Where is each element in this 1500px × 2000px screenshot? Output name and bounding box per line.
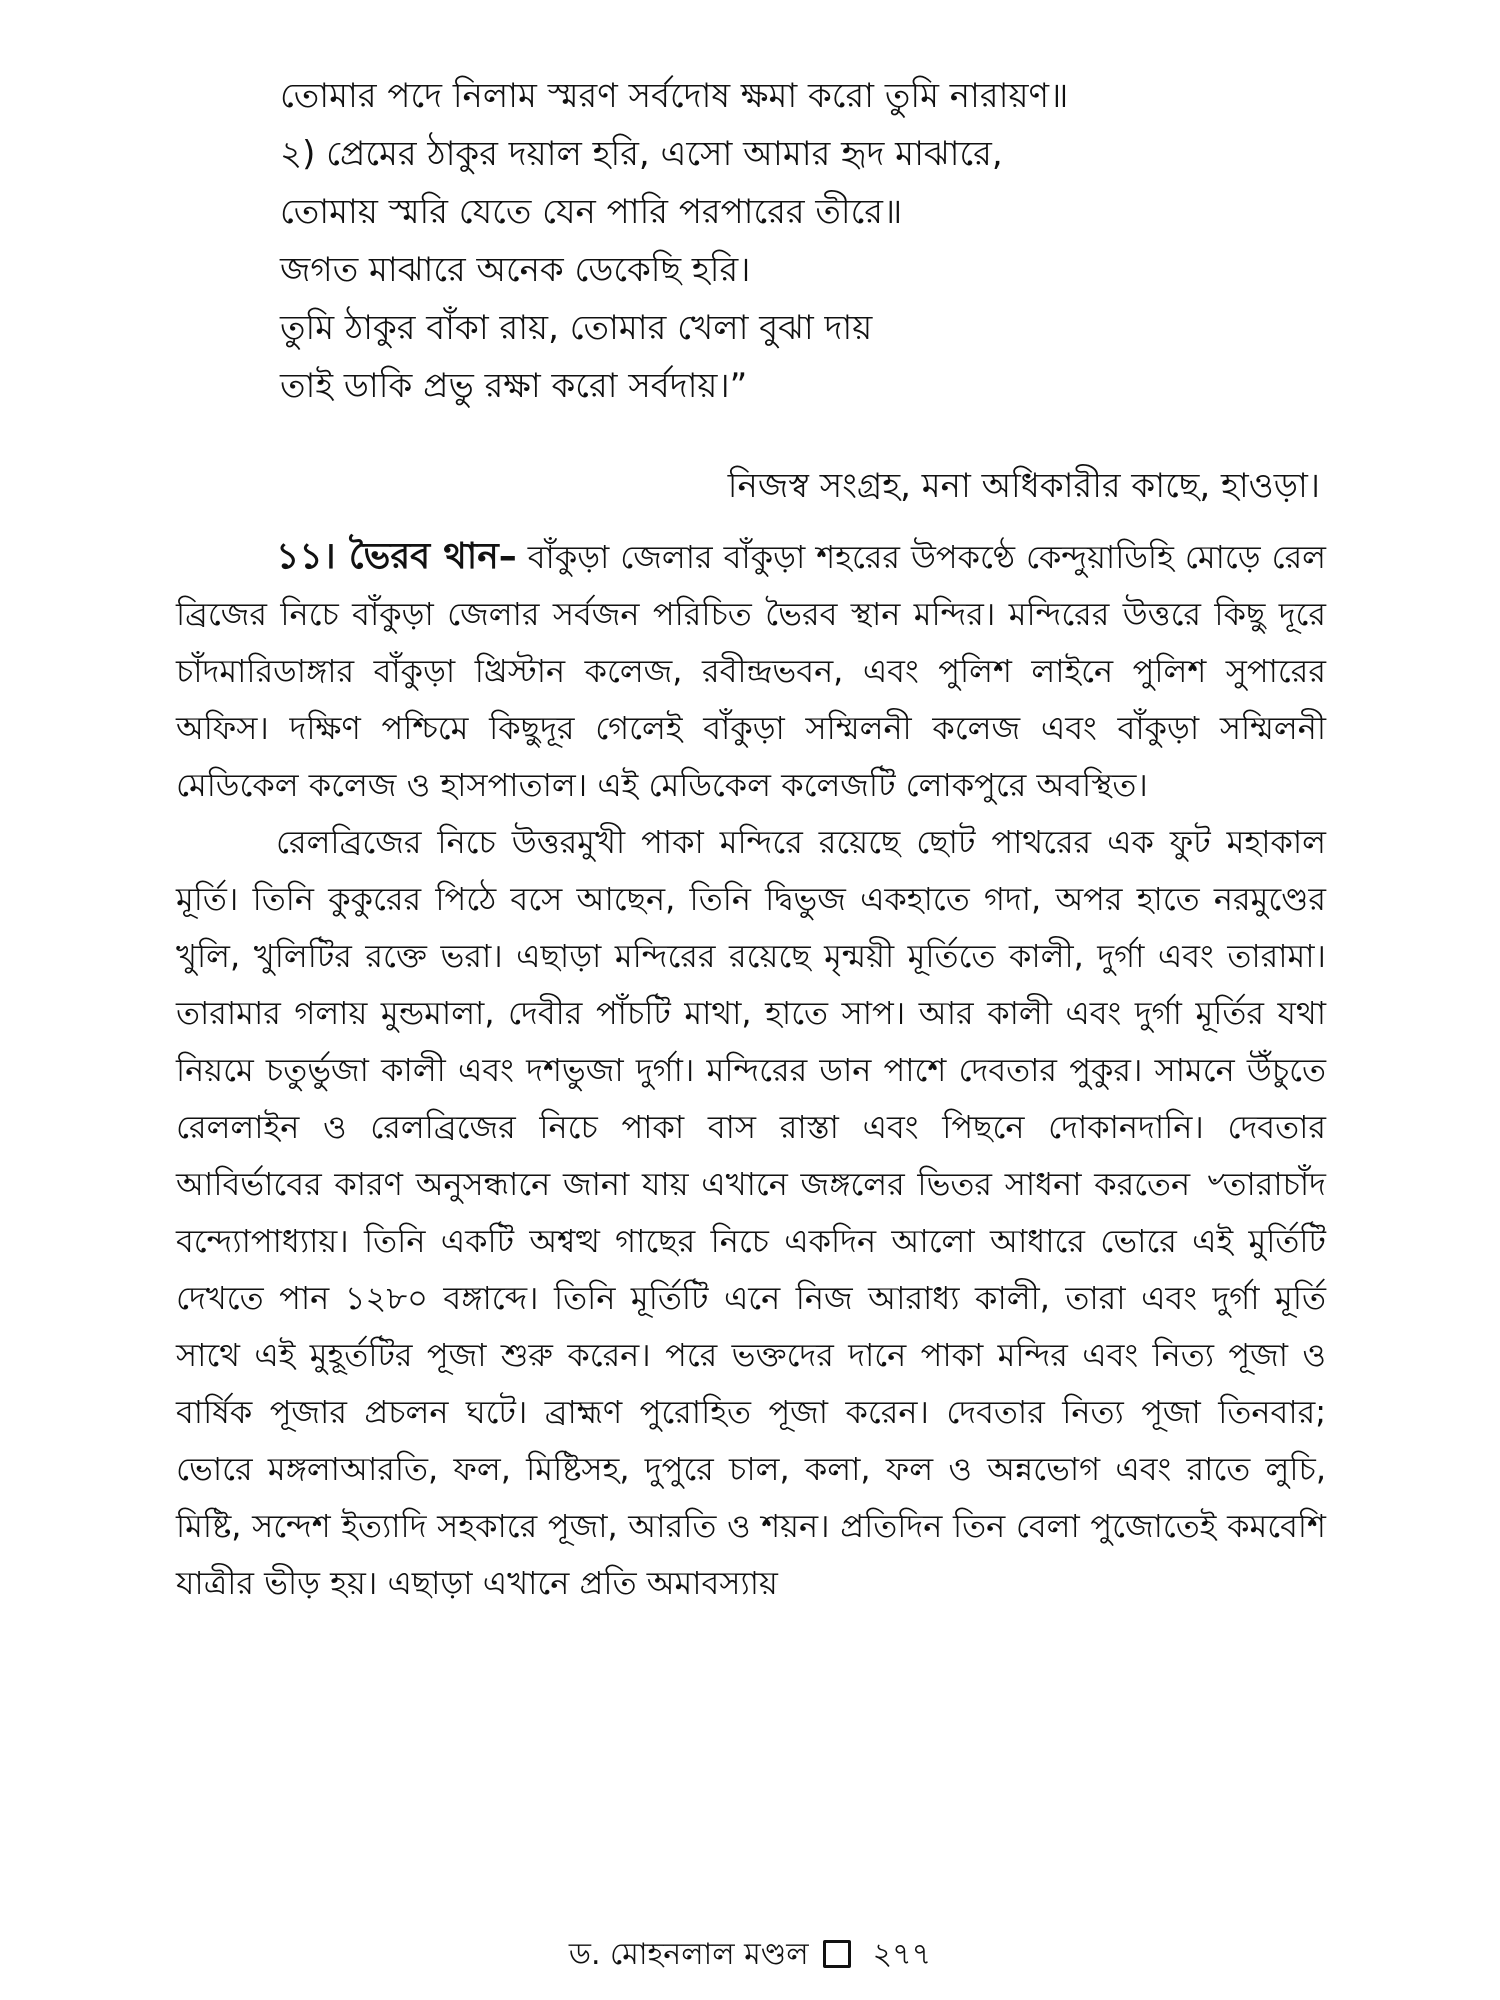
section-heading: ১১। ভৈরব থান– (276, 536, 517, 577)
body-text (176, 528, 1326, 1612)
verse-line-2: ২) প্রেমের ঠাকুর দয়াল হরি, এসো আমার হৃদ মাঝারে, (280, 134, 1003, 174)
footer-author: ড. মোহনলাল মণ্ডল (568, 1937, 809, 1972)
paragraph-2: রেলব্রিজের নিচে উত্তরমুখী পাকা মন্দিরে রয়েছে ছোট পাথরের এক ফুট মহাকাল মূর্তি। তিনি কুকুরের পিঠে বসে আছেন, তিনি দ্বিভুজ একহাতে গদা, অপর হাতে নরমুণ্ডের খুলি, খুলিটির রক্তে ভরা। এছাড়া মন্দিরের রয়েছে মৃন্ময়ী মূর্তিতে কালী, দুর্গা এবং তারামা। তারামার গলায় মুন্ডমালা, দেবীর পাঁচটি মাথা, হাতে সাপ। আর কালী এবং দুর্গা মূর্তির যথা নিয়মে চতুর্ভুজা কালী এবং দশভুজা দুর্গা। মন্দিরের ডান পাশে দেবতার পুকুর। সামনে উঁচুতে রেললাইন ও রেলব্রিজের নিচে পাকা বাস রাস্তা এবং পিছনে দোকানদানি। দেবতার আবির্ভাবের কারণ অনুসন্ধানে জানা যায় এখানে জঙ্গলের ভিতর সাধনা করতেন ৺তারাচাঁদ বন্দ্যোপাধ্যায়। তিনি একটি অশ্বত্থ গাছের নিচে একদিন আলো আধারে ভোরে এই মুর্তিটি দেখতে পান ১২৮০ বঙ্গাব্দে। তিনি মূর্তিটি এনে নিজ আরাধ্য কালী, তারা এবং দুর্গা মূর্তি সাথে এই মুহূর্তটির পূজা শুরু করেন। পরে ভক্তদের দানে পাকা মন্দির এবং নিত্য পূজা ও বার্ষিক পূজার প্রচলন ঘটে। ব্রাহ্মণ পুরোহিত পূজা করেন। দেবতার নিত্য পূজা তিনবার; ভোরে মঙ্গলাআরতি, ফল, মিষ্টিসহ, দুপুরে চাল, কলা, ফল ও অন্নভোগ এবং রাতে লুচি, মিষ্টি, সন্দেশ ইত্যাদি সহকারে পূজা, আরতি ও শয়ন। প্রতিদিন তিন বেলা পুজোতেই কমবেশি যাত্রীর ভীড় হয়। এছাড়া এখানে প্রতি অমাবস্যায় (176, 823, 1326, 1602)
verse-line-3: তোমায় স্মরি যেতে যেন পারি পরপারের তীরে॥ (280, 192, 903, 232)
verse-line-5: তুমি ঠাকুর বাঁকা রায়, তোমার খেলা বুঝা দায় (280, 308, 873, 348)
verse-line-4: জগত মাঝারে অনেক ডেকেছি হরি। (280, 250, 751, 290)
paragraph-1 (176, 528, 1326, 814)
page-number: ২৭৭ (872, 1937, 932, 1972)
verse-line-6: তাই ডাকি প্রভু রক্ষা করো সর্বদায়।” (280, 366, 748, 406)
paragraph-1-body: বাঁকুড়া জেলার বাঁকুড়া শহরের উপকণ্ঠে কেন্দুয়াডিহি মোড়ে রেল ব্রিজের নিচে বাঁকুড়া জেলার সর্বজন পরিচিত ভৈরব স্থান মন্দির। মন্দিরের উত্তরে কিছু দূরে চাঁদমারিডাঙ্গার বাঁকুড়া খ্রিস্টান কলেজ, রবীন্দ্রভবন, এবং পুলিশ লাইনে পুলিশ সুপারের অফিস। দক্ষিণ পশ্চিমে কিছুদূর গেলেই বাঁকুড়া সম্মিলনী কলেজ এবং বাঁকুড়া সম্মিলনী মেডিকেল কলেজ ও হাসপাতাল। এই মেডিকেল কলেজটি লোকপুরে অবস্থিত। (176, 538, 1327, 804)
source-attribution: নিজস্ব সংগ্রহ, মনা অধিকারীর কাছে, হাওড়া। (727, 466, 1320, 506)
square-icon (823, 1940, 851, 1968)
page-footer (0, 1935, 1500, 1975)
verse-line-1: তোমার পদে নিলাম স্মরণ সর্বদোষ ক্ষমা করো তুমি নারায়ণ॥ (280, 76, 1069, 116)
